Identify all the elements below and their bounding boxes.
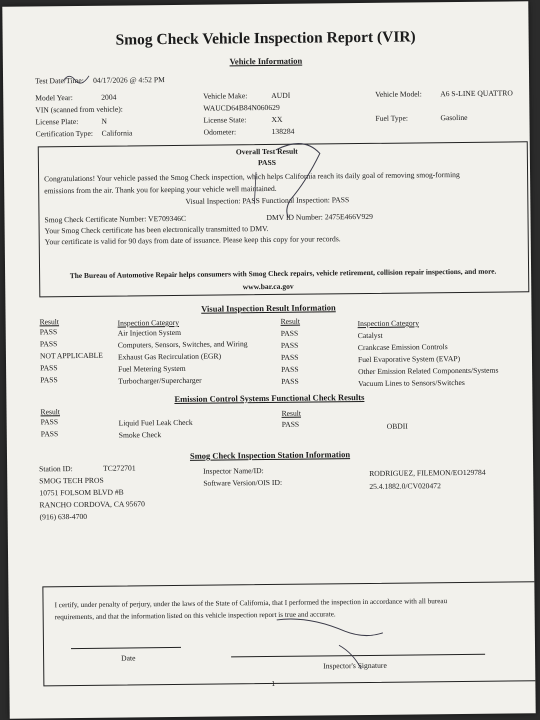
inspection-summary: Visual Inspection: PASS Functional Inspection: PASS	[185, 195, 350, 206]
functional-left-category-2: Smoke Check	[118, 430, 162, 440]
visual-left-category-5: Turbocharger/Supercharger	[118, 375, 202, 386]
vehicle-info-heading: Vehicle Information	[229, 55, 303, 67]
fuel-type-value: Gasoline	[440, 112, 468, 123]
station-phone: (916) 638-4700	[39, 511, 88, 522]
visual-left-category-2: Computers, Sensors, Switches, and Wiring	[117, 339, 248, 350]
visual-right-category-1: Catalyst	[357, 330, 383, 341]
functional-right-category: OBDII	[386, 421, 408, 431]
visual-left-result-3: NOT APPLICABLE	[39, 350, 103, 361]
vehicle-make-value: AUDI	[271, 90, 291, 100]
bureau-notice: The Bureau of Automotive Repair helps consumers with Smog Check repairs, vehicle retirement, collision repair inspections, and more.	[69, 266, 497, 281]
station-name: SMOG TECH PROS	[39, 475, 104, 486]
visual-category-header-left: Inspection Category	[117, 317, 180, 328]
inspector-name-value: RODRIGUEZ, FILEMON/EO129784	[369, 467, 486, 478]
visual-right-result-4: PASS	[281, 364, 299, 374]
visual-right-category-5: Vacuum Lines to Sensors/Switches	[358, 377, 465, 389]
inspection-report-page	[2, 1, 535, 718]
transmitted-notice: Your Smog Check certificate has been electronically transmitted to DMV.	[44, 223, 269, 236]
license-plate-value: N	[101, 116, 108, 126]
page-number: 1	[271, 678, 276, 688]
visual-right-result-5: PASS	[281, 376, 299, 386]
inspector-name-label: Inspector Name/ID:	[203, 466, 264, 476]
station-id-value: TC272701	[103, 463, 136, 473]
visual-result-header-right: Result	[280, 316, 301, 326]
software-version-label: Software Version/OIS ID:	[203, 477, 283, 488]
license-state-value: XX	[271, 114, 283, 124]
signature-stroke-2	[339, 645, 361, 669]
odometer-value: 138284	[271, 126, 295, 136]
station-id-label: Station ID:	[39, 464, 73, 474]
license-state-label: License State:	[203, 115, 247, 125]
visual-right-result-3: PASS	[280, 352, 299, 362]
report-title: Smog Check Vehicle Inspection Report (VIR)	[115, 28, 416, 49]
certificate-number: Smog Check Certificate Number: VE709346C	[44, 213, 187, 225]
visual-right-result-1: PASS	[280, 328, 299, 338]
vin-value: WAUCD64B84N060629	[203, 102, 280, 113]
model-year-value: 2004	[101, 92, 117, 102]
station-info-heading: Smog Check Inspection Station Information	[189, 449, 351, 461]
test-date-label: Test Date/Time:	[35, 75, 84, 86]
vin-label: VIN (scanned from vehicle):	[35, 104, 123, 115]
visual-left-result-2: PASS	[39, 339, 58, 349]
functional-right-result: PASS	[281, 419, 300, 429]
visual-left-category-1: Air Injection System	[117, 327, 182, 338]
bureau-website: www.bar.ca.gov	[242, 281, 294, 292]
certification-type-value: California	[101, 128, 133, 138]
dmv-id-number: DMV ID Number: 2475E466V929	[266, 211, 373, 223]
visual-right-category-4: Other Emission Related Components/Systems	[358, 365, 499, 377]
station-address-1: 10751 FOLSOM BLVD #B	[39, 487, 124, 498]
test-date-value: 04/17/2026 @ 4:52 PM	[93, 75, 165, 85]
functional-check-heading: Emission Control Systems Functional Check Results	[174, 392, 365, 404]
station-address-2: RANCHO CORDOVA, CA 95670	[39, 499, 145, 510]
signature-pen-marks	[2, 1, 535, 718]
odometer-label: Odometer:	[203, 127, 237, 137]
overall-result-heading: Overall Test Result	[235, 146, 298, 157]
validity-notice: Your certificate is valid for 90 days from date of issuance. Please keep this copy for your records.	[44, 234, 341, 247]
functional-left-category-1: Liquid Fuel Leak Check	[118, 417, 193, 428]
certification-text-2: requirements, and that the information listed on this vehicle inspection report is true and accurate.	[54, 610, 336, 622]
congratulations-text: Congratulations! Your vehicle passed the Smog Check inspection, which helps California reach its daily goal of removing smog-forming	[44, 169, 460, 184]
visual-left-result-4: PASS	[40, 363, 58, 373]
vehicle-model-value: A6 S-LINE QUATTRO	[440, 88, 513, 99]
visual-left-category-4: Fuel Metering System	[118, 363, 186, 374]
signature-label: Inspector's Signature	[323, 660, 387, 671]
vehicle-make-label: Vehicle Make:	[203, 91, 248, 101]
date-label: Date	[121, 653, 136, 663]
visual-inspection-heading: Visual Inspection Result Information	[201, 302, 336, 314]
model-year-label: Model Year:	[35, 93, 73, 103]
overall-result-value: PASS	[257, 157, 276, 168]
software-version-value: 25.4.1882.0/CV020472	[369, 481, 441, 491]
vehicle-model-label: Vehicle Model:	[375, 89, 422, 99]
license-plate-label: License Plate:	[35, 116, 79, 127]
visual-result-header-left: Result	[39, 317, 60, 327]
visual-right-category-3: Fuel Evaporative System (EVAP)	[357, 353, 461, 365]
functional-left-result-2: PASS	[40, 429, 59, 439]
visual-left-result-1: PASS	[39, 327, 58, 337]
visual-left-result-5: PASS	[40, 375, 58, 385]
functional-result-header-left: Result	[40, 407, 60, 417]
visual-right-result-2: PASS	[280, 340, 299, 350]
signature-stroke	[277, 618, 383, 636]
visual-category-header-right: Inspection Category	[357, 318, 420, 329]
visual-right-category-2: Crankcase Emission Controls	[357, 342, 448, 353]
fuel-type-label: Fuel Type:	[375, 113, 408, 123]
certification-text-1: I certify, under penalty of perjury, under the laws of the State of California, that I performed the inspection in accordance with all bureau	[54, 597, 448, 610]
congratulations-text-2: emissions from the air. Thank you for keeping your vehicle well maintained.	[44, 183, 277, 196]
functional-left-result-1: PASS	[40, 417, 59, 427]
functional-result-header-right: Result	[281, 408, 302, 418]
certification-type-label: Certification Type:	[35, 128, 93, 139]
visual-left-category-3: Exhaust Gas Recirculation (EGR)	[117, 351, 222, 362]
